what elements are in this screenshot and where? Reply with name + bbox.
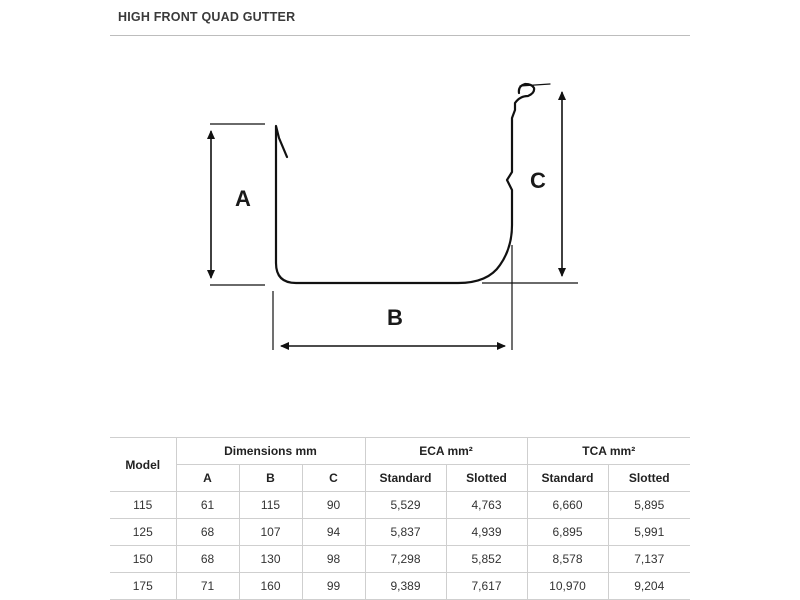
model-cell: 125 xyxy=(110,519,176,546)
model-cell: 150 xyxy=(110,546,176,573)
dim-b-cell: 160 xyxy=(239,573,302,600)
dim-a-cell: 68 xyxy=(176,519,239,546)
eca-header: ECA mm² xyxy=(365,438,527,465)
table-group-header-row xyxy=(110,438,690,465)
tca-standard-cell: 6,660 xyxy=(527,492,608,519)
tca-header: TCA mm² xyxy=(527,438,690,465)
specifications-table xyxy=(110,437,690,600)
table-row xyxy=(110,573,690,600)
tca-standard-header: Standard xyxy=(527,465,608,492)
eca-slotted-header: Slotted xyxy=(446,465,527,492)
eca-standard-cell: 5,837 xyxy=(365,519,446,546)
dimensions-header: Dimensions mm xyxy=(176,438,365,465)
eca-slotted-cell: 4,763 xyxy=(446,492,527,519)
dimension-a-label: A xyxy=(235,186,251,211)
tca-standard-cell: 10,970 xyxy=(527,573,608,600)
dim-b-header: B xyxy=(239,465,302,492)
tca-standard-cell: 6,895 xyxy=(527,519,608,546)
dim-c-cell: 98 xyxy=(302,546,365,573)
table-subheader-row xyxy=(110,465,690,492)
tca-slotted-cell: 5,991 xyxy=(608,519,690,546)
dim-a-header: A xyxy=(176,465,239,492)
eca-standard-cell: 5,529 xyxy=(365,492,446,519)
eca-standard-cell: 9,389 xyxy=(365,573,446,600)
dim-b-cell: 107 xyxy=(239,519,302,546)
table-row xyxy=(110,519,690,546)
tca-slotted-cell: 9,204 xyxy=(608,573,690,600)
eca-standard-header: Standard xyxy=(365,465,446,492)
model-cell: 175 xyxy=(110,573,176,600)
tca-slotted-header: Slotted xyxy=(608,465,690,492)
gutter-profile-outline xyxy=(276,84,550,283)
dim-a-cell: 68 xyxy=(176,546,239,573)
tca-slotted-cell: 5,895 xyxy=(608,492,690,519)
dimension-b xyxy=(273,245,512,350)
dim-a-cell: 71 xyxy=(176,573,239,600)
dim-c-cell: 99 xyxy=(302,573,365,600)
eca-slotted-cell: 4,939 xyxy=(446,519,527,546)
dim-c-cell: 90 xyxy=(302,492,365,519)
dim-b-cell: 115 xyxy=(239,492,302,519)
dimension-c-label: C xyxy=(530,168,546,193)
table-row xyxy=(110,492,690,519)
dim-a-cell: 61 xyxy=(176,492,239,519)
dimension-c xyxy=(482,92,578,283)
dimension-a xyxy=(210,124,265,285)
eca-standard-cell: 7,298 xyxy=(365,546,446,573)
dim-c-cell: 94 xyxy=(302,519,365,546)
page-title: HIGH FRONT QUAD GUTTER xyxy=(118,10,296,24)
dim-c-header: C xyxy=(302,465,365,492)
eca-slotted-cell: 5,852 xyxy=(446,546,527,573)
model-cell: 115 xyxy=(110,492,176,519)
dimension-b-label: B xyxy=(387,305,403,330)
table-row xyxy=(110,546,690,573)
tca-slotted-cell: 7,137 xyxy=(608,546,690,573)
model-header: Model xyxy=(110,438,176,492)
dim-b-cell: 130 xyxy=(239,546,302,573)
tca-standard-cell: 8,578 xyxy=(527,546,608,573)
eca-slotted-cell: 7,617 xyxy=(446,573,527,600)
